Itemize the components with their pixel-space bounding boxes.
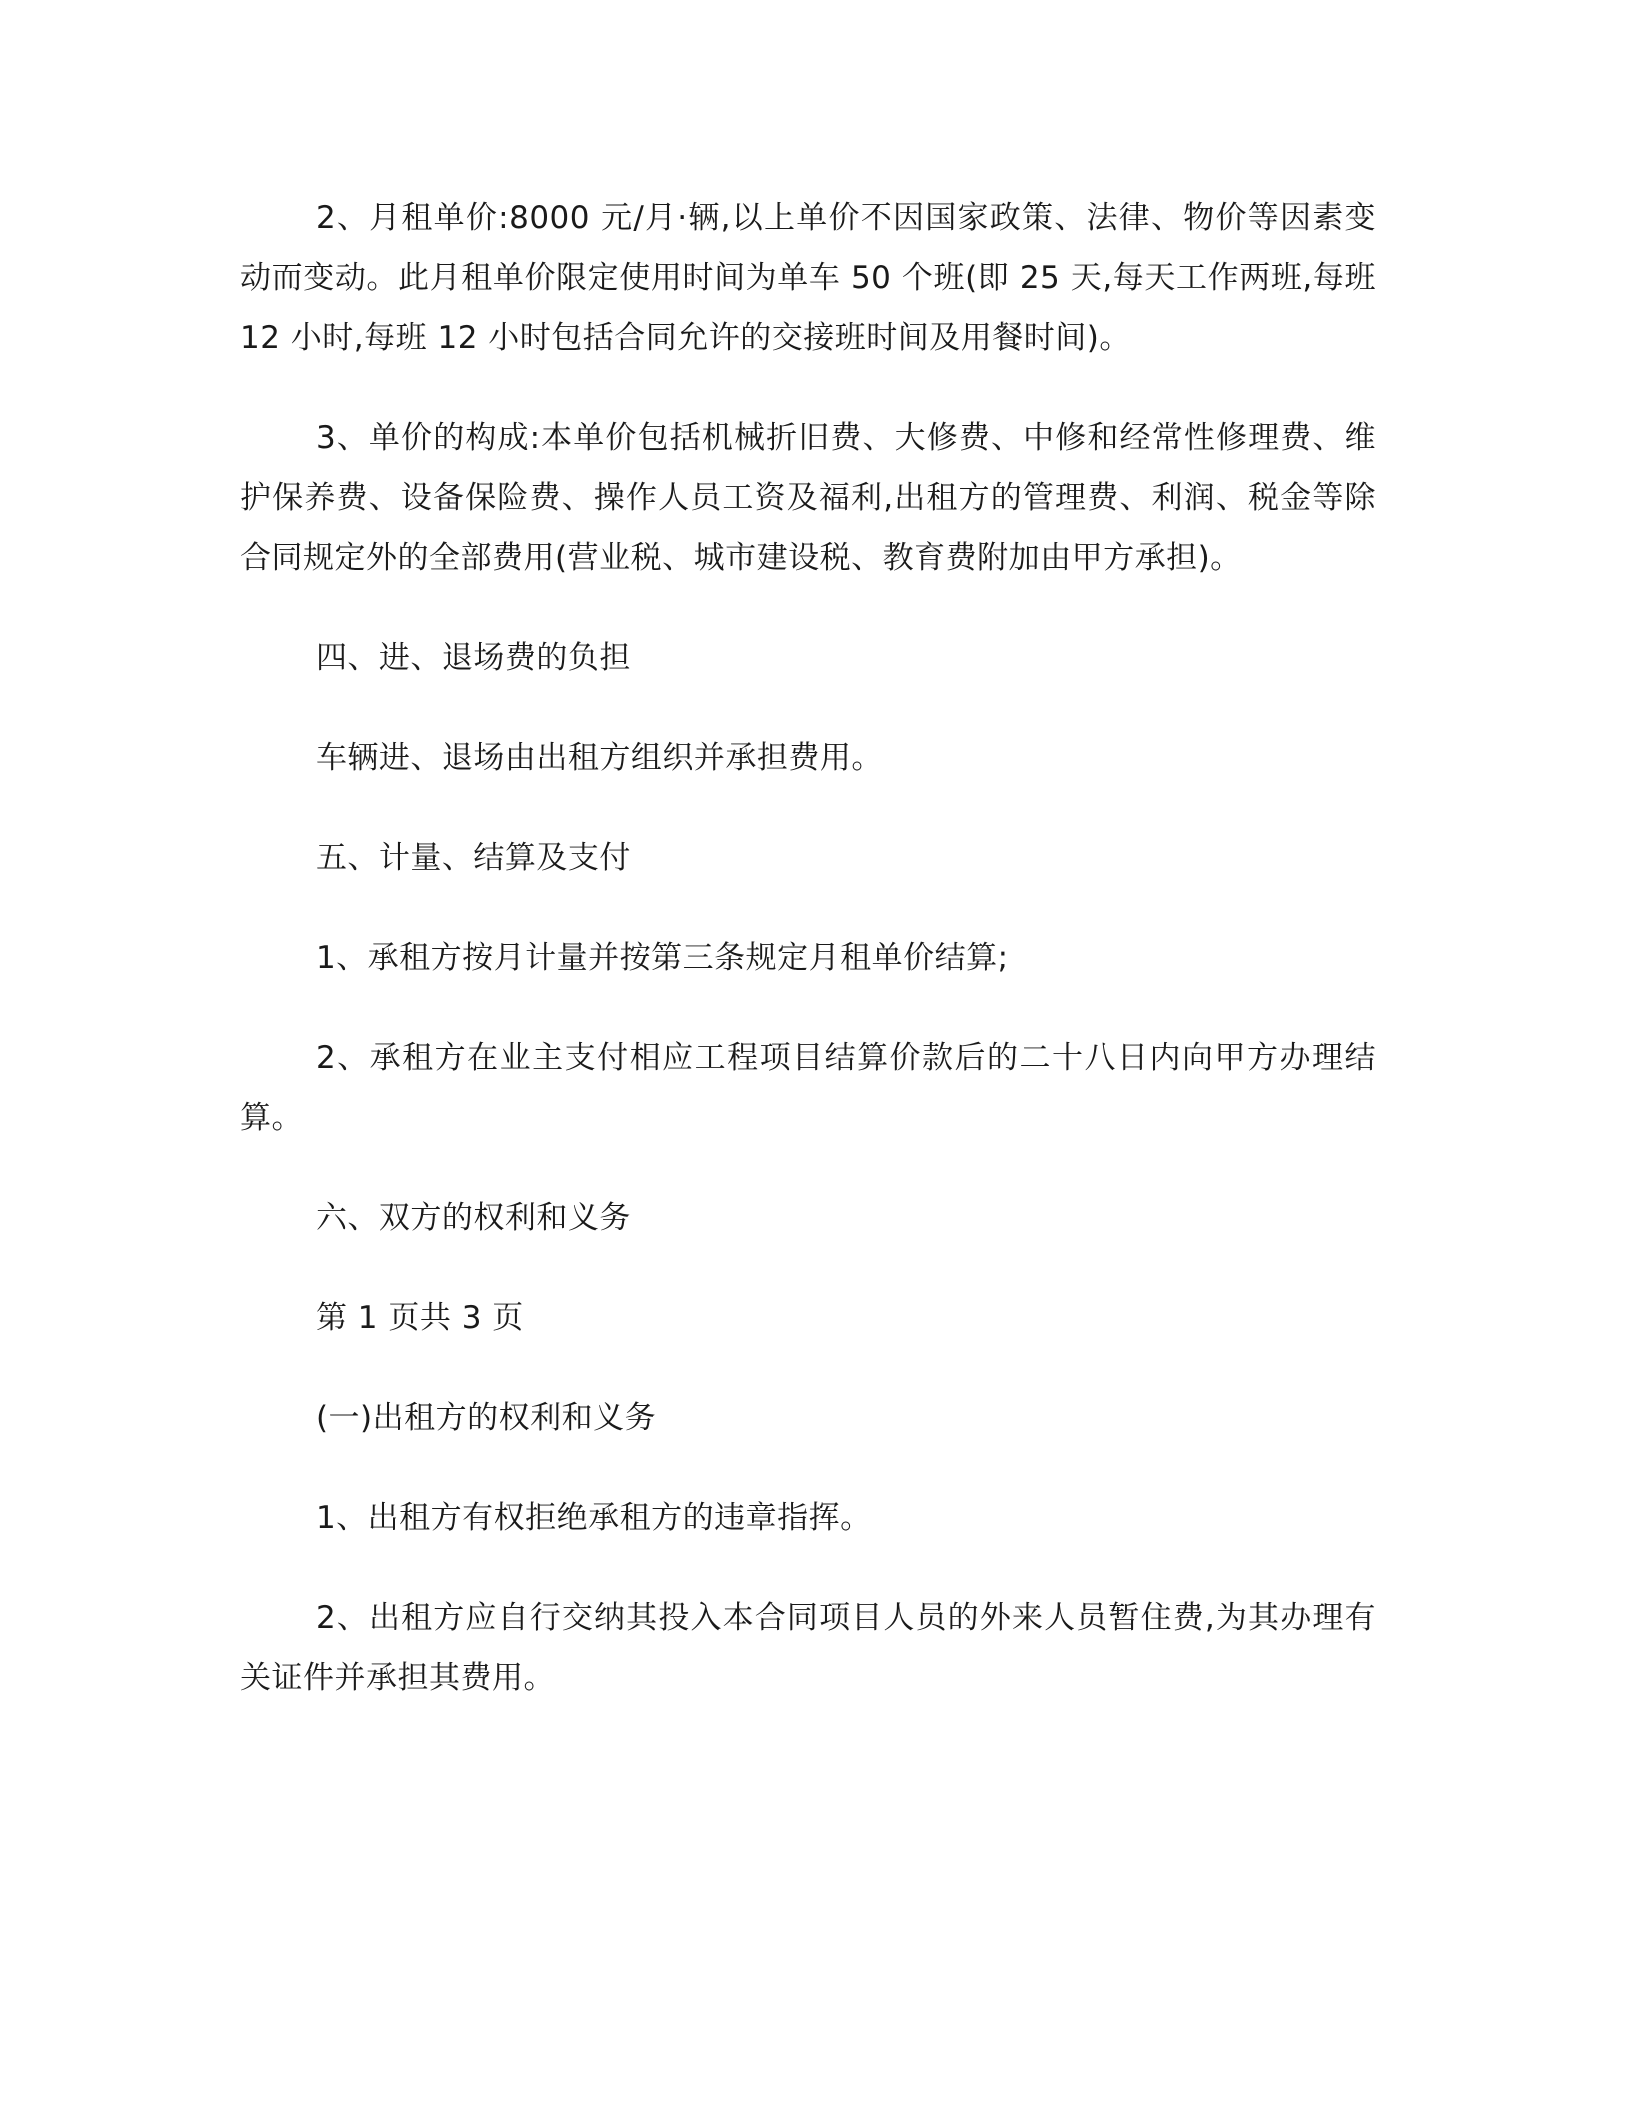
paragraph-settlement-deadline: 2、承租方在业主支付相应工程项目结算价款后的二十八日内向甲方办理结算。: [240, 1040, 1376, 1136]
subsection-heading-lessor-rights: (一)出租方的权利和义务: [315, 1400, 657, 1436]
section-heading-entry-exit-fees: 四、进、退场费的负担: [315, 640, 631, 676]
page-number: 第 1 页共 3 页: [315, 1300, 524, 1336]
paragraph-monthly-measurement: 1、承租方按月计量并按第三条规定月租单价结算;: [315, 940, 1009, 976]
paragraph-lessor-residence-fees: 2、出租方应自行交纳其投入本合同项目人员的外来人员暂住费,为其办理有关证件并承担其费用。: [240, 1600, 1376, 1696]
section-heading-rights-obligations: 六、双方的权利和义务: [315, 1200, 631, 1236]
paragraph-lessor-refuse-orders: 1、出租方有权拒绝承租方的违章指挥。: [315, 1500, 872, 1536]
section-heading-measurement-settlement: 五、计量、结算及支付: [315, 840, 631, 876]
paragraph-entry-exit-fees: 车辆进、退场由出租方组织并承担费用。: [315, 740, 883, 776]
paragraph-price-composition: 3、单价的构成:本单价包括机械折旧费、大修费、中修和经常性修理费、维护保养费、设备保险费、操作人员工资及福利,出租方的管理费、利润、税金等除合同规定外的全部费用(营业税、城市建设税、教育费附加由甲方承担)。: [240, 420, 1376, 576]
paragraph-monthly-rent-price: 2、月租单价:8000 元/月·辆,以上单价不因国家政策、法律、物价等因素变动而变动。此月租单价限定使用时间为单车 50 个班(即 25 天,每天工作两班,每班 12 小时,每班 12 小时包括合同允许的交接班时间及用餐时间)。: [240, 200, 1376, 356]
document-body: [240, 188, 1376, 1748]
